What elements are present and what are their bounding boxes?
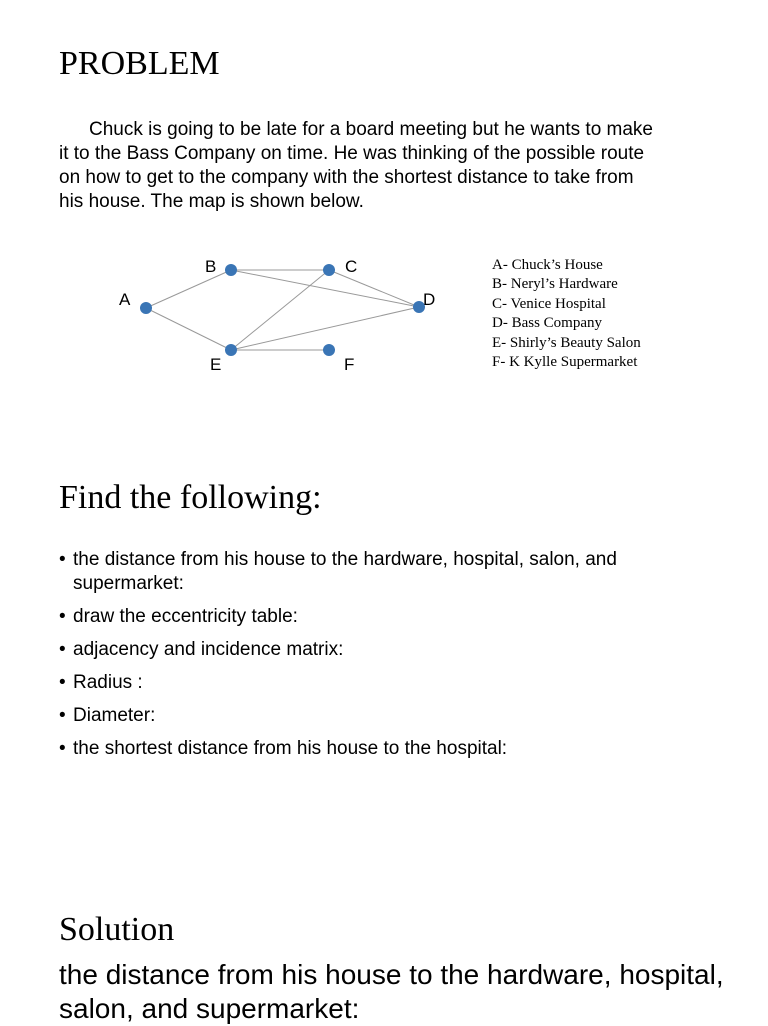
task-item: • adjacency and incidence matrix:: [59, 638, 699, 662]
task-item: • Radius :: [59, 671, 699, 695]
route-graph: [100, 245, 460, 385]
node-e: [225, 344, 237, 356]
node-b: [225, 264, 237, 276]
intro-line: Chuck is going to be late for a board meeting but he wants to make: [89, 119, 653, 140]
node-label-c: C: [345, 257, 358, 276]
graph-labels: [119, 257, 435, 374]
intro-line: his house. The map is shown below.: [59, 191, 364, 212]
node-label-f: F: [344, 355, 355, 374]
edge-b-d: [231, 270, 419, 307]
node-legend: [492, 256, 641, 372]
task-item: • draw the eccentricity table:: [59, 605, 699, 629]
task-list: [59, 548, 699, 770]
node-label-e: E: [210, 355, 222, 374]
node-f: [323, 344, 335, 356]
task-item: • the distance from his house to the hardware, hospital, salon, and supermarket:: [59, 548, 699, 596]
edge-a-e: [146, 308, 231, 350]
node-label-d: D: [423, 290, 436, 309]
task-item: • Diameter:: [59, 704, 699, 728]
edge-c-e: [231, 270, 329, 350]
problem-heading: PROBLEM: [59, 45, 220, 82]
legend-item-a: A- Chuck’s House: [492, 257, 603, 273]
intro-line: on how to get to the company with the shortest distance to take from: [59, 167, 634, 188]
graph-edges: [146, 270, 419, 350]
node-label-a: A: [119, 290, 131, 309]
solution-heading: Solution: [59, 911, 175, 948]
intro-line: it to the Bass Company on time. He was thinking of the possible route: [59, 143, 645, 164]
find-heading: Find the following:: [59, 479, 322, 516]
edge-a-b: [146, 270, 231, 308]
edge-e-d: [231, 307, 419, 350]
legend-item-f: F- K Kylle Supermarket: [492, 354, 638, 371]
legend-item-b: B- Neryl’s Hardware: [492, 276, 618, 293]
legend-item-c: C- Venice Hospital: [492, 295, 606, 312]
legend-item-e: E- Shirly’s Beauty Salon: [492, 334, 641, 351]
edge-c-d: [329, 270, 419, 307]
node-c: [323, 264, 335, 276]
node-a: [140, 302, 152, 314]
task-item: • the shortest distance from his house to the hospital:: [59, 737, 699, 761]
legend-item-d: D- Bass Company: [492, 315, 602, 332]
node-label-b: B: [205, 257, 217, 276]
graph-nodes: [140, 264, 425, 356]
solution-subheading: the distance from his house to the hardware, hospital, salon, and supermarket:: [59, 959, 724, 1024]
intro-paragraph: [59, 118, 719, 214]
